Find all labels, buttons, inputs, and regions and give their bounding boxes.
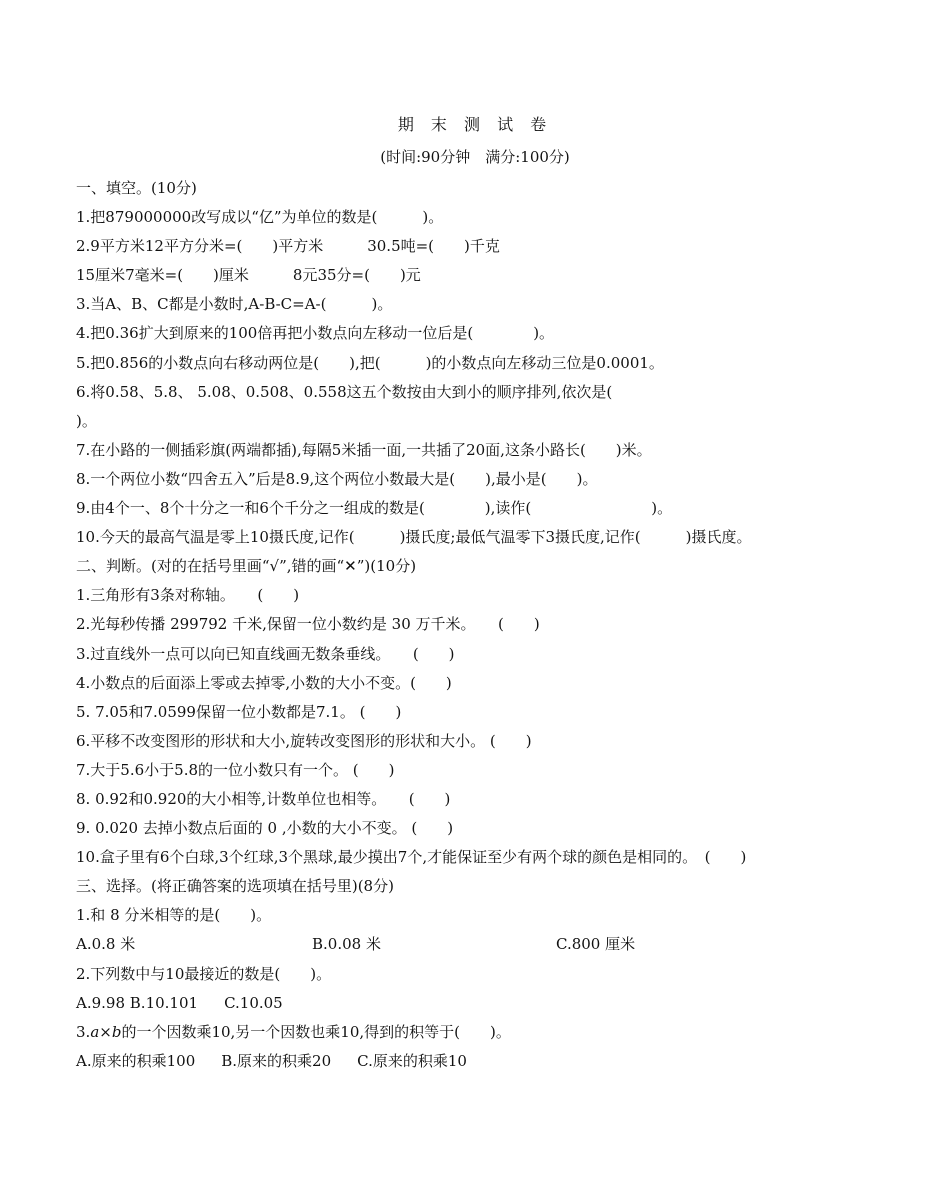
section3-heading: 三、选择。(将正确答案的选项填在括号里)(8分) xyxy=(76,877,394,896)
option-a: A.9.98 xyxy=(76,993,125,1012)
judge-question: 9. 0.020 去掉小数点后面的 0 ,小数的大小不变。 ( ) xyxy=(76,819,454,838)
product-expression: a×b xyxy=(90,1022,122,1041)
option-c: C.800 厘米 xyxy=(556,935,636,954)
question-number: 3. xyxy=(76,1022,91,1041)
judge-question: 7.大于5.6小于5.8的一位小数只有一个。 ( ) xyxy=(76,760,395,779)
exam-time-score: (时间:90分钟 满分:100分) xyxy=(380,148,570,166)
option-b: B.原来的积乘20 xyxy=(221,1051,332,1070)
section1-heading: 一、填空。(10分) xyxy=(76,179,197,197)
page-title: 期 末 测 试 卷 xyxy=(397,115,553,134)
option-c: C.原来的积乘10 xyxy=(357,1051,467,1070)
fill-question-3: 3.当A、B、C都是小数时,A-B-C=A-( )。 xyxy=(76,295,393,314)
judge-question: 3.过直线外一点可以向已知直线画无数条垂线。 ( ) xyxy=(76,644,455,663)
option-a: A.0.8 米 xyxy=(76,935,136,954)
fill-question-2d: 8元35分=( )元 xyxy=(292,266,421,285)
choice-question-1: 1.和 8 分米相等的是( )。 xyxy=(76,906,272,925)
fill-question-2c: 15厘米7毫米=( )厘米 xyxy=(76,266,249,285)
option-b: B.0.08 米 xyxy=(312,935,381,954)
choice-question-3-options xyxy=(76,1047,876,1076)
fill-question-2-row2 xyxy=(76,261,876,290)
section2-heading: 二、判断。(对的在括号里画“√”,错的画“✕”)(10分) xyxy=(76,557,417,576)
option-b: B.10.101 xyxy=(129,993,199,1012)
question-text: 的一个因数乘10,另一个因数也乘10,得到的积等于( )。 xyxy=(121,1022,511,1041)
fill-question-6: 6.将0.58、5.8、 5.08、0.508、0.558这五个数按由大到小的顺序排列,依次是( xyxy=(76,382,613,401)
fill-question-7: 7.在小路的一侧插彩旗(两端都插),每隔5米插一面,一共插了20面,这条小路长( )米。 xyxy=(76,440,652,459)
fill-question-6-cont: )。 xyxy=(76,411,97,430)
exam-content xyxy=(76,174,876,1076)
choice-question-1-options xyxy=(76,930,876,959)
fill-question-2a: 2.9平方米12平方分米=( )平方米 xyxy=(76,237,324,256)
choice-question-2: 2.下列数中与10最接近的数是( )。 xyxy=(76,964,332,983)
judge-question: 6.平移不改变图形的形状和大小,旋转改变图形的形状和大小。 ( ) xyxy=(76,731,532,750)
fill-question-5: 5.把0.856的小数点向右移动两位是( ),把( )的小数点向左移动三位是0.0001。 xyxy=(76,353,664,372)
fill-question-8: 8.一个两位小数“四舍五入”后是8.9,这个两位小数最大是( ),最小是( )。 xyxy=(76,469,598,488)
judge-question: 8. 0.92和0.920的大小相等,计数单位也相等。 ( ) xyxy=(76,789,451,808)
judge-question: 2.光每秒传播 299792 千米,保留一位小数约是 30 万千米。 ( ) xyxy=(76,615,540,634)
choice-question-3 xyxy=(76,1018,876,1047)
fill-question-9: 9.由4个一、8个十分之一和6个千分之一组成的数是( ),读作( )。 xyxy=(76,499,673,518)
fill-question-10: 10.今天的最高气温是零上10摄氏度,记作( )摄氏度;最低气温零下3摄氏度,记作( )摄氏度。 xyxy=(76,528,752,547)
fill-question-2-row1 xyxy=(76,232,876,261)
judge-question: 1.三角形有3条对称轴。 ( ) xyxy=(76,586,300,605)
choice-question-2-options xyxy=(76,989,876,1018)
fill-question-1: 1.把879000000改写成以“亿”为单位的数是( )。 xyxy=(76,208,444,227)
option-c: C.10.05 xyxy=(224,993,283,1012)
fill-question-2b: 30.5吨=( )千克 xyxy=(367,237,500,256)
judge-question: 10.盒子里有6个白球,3个红球,3个黑球,最少摸出7个,才能保证至少有两个球的颜色是相同的。 ( ) xyxy=(76,848,747,867)
judge-question: 4.小数点的后面添上零或去掉零,小数的大小不变。( ) xyxy=(76,673,452,692)
judge-question: 5. 7.05和7.0599保留一位小数都是7.1。 ( ) xyxy=(76,702,402,721)
option-a: A.原来的积乘100 xyxy=(76,1051,196,1070)
fill-question-4: 4.把0.36扩大到原来的100倍再把小数点向左移动一位后是( )。 xyxy=(76,324,555,343)
